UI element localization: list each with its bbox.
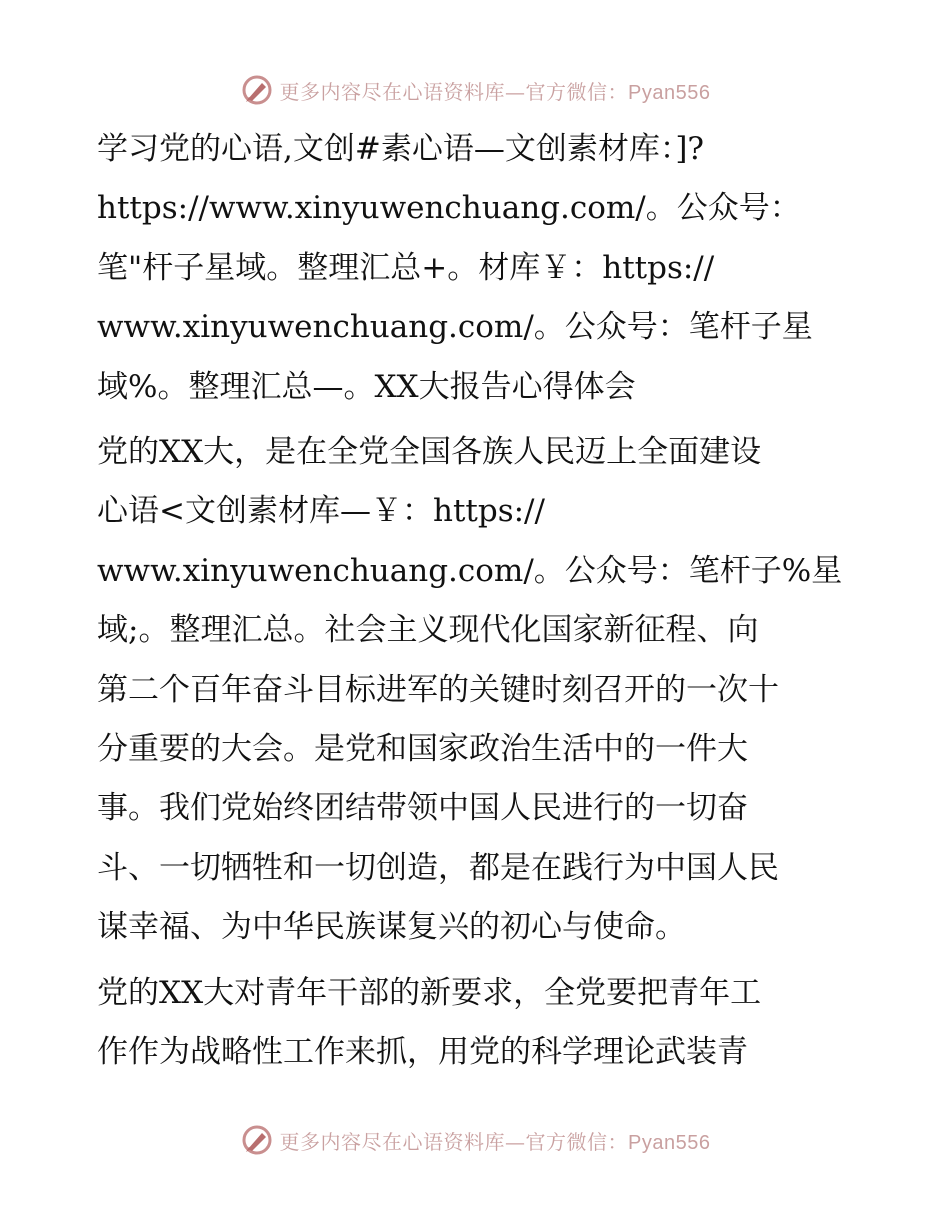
text-line: 域;。整理汇总。社会主义现代化国家新征程、向 xyxy=(97,612,759,649)
banner-main-text: 更多内容尽在心语资料库—官方微信： xyxy=(279,79,629,104)
paragraph-2 xyxy=(97,423,857,958)
pen-nib-circle-icon xyxy=(240,73,274,107)
banner-main-text: 更多内容尽在心语资料库—官方微信： xyxy=(279,1129,629,1154)
banner-wechat-id: Pyan556 xyxy=(628,81,711,104)
text-line: www.xinyuwenchuang.com/。公众号：笔杆子星 xyxy=(97,309,813,346)
text-line: 党的XX大对青年干部的新要求，全党要把青年工 xyxy=(97,974,762,1011)
text-line: 第二个百年奋斗目标进军的关键时刻召开的一次十 xyxy=(97,671,779,708)
text-line: 心语<文创素材库—￥：https:// xyxy=(97,493,545,530)
text-line: 笔"杆子星域。整理汇总+。材库￥：https:// xyxy=(97,249,715,286)
footer-banner xyxy=(0,1120,950,1160)
text-line: www.xinyuwenchuang.com/。公众号：笔杆子%星 xyxy=(97,552,843,589)
text-line: 作作为战略性工作来抓，用党的科学理论武装青 xyxy=(97,1034,748,1071)
paragraph-1 xyxy=(97,120,857,417)
text-line: 域%。整理汇总—。XX大报告心得体会 xyxy=(97,368,636,405)
text-line: 分重要的大会。是党和国家政治生活中的一件大 xyxy=(97,731,748,768)
banner-wechat-id: Pyan556 xyxy=(628,1131,711,1154)
pen-nib-circle-icon xyxy=(240,1123,274,1157)
text-line: 党的XX大，是在全党全国各族人民迈上全面建设 xyxy=(97,434,762,471)
document-body xyxy=(97,120,857,1089)
text-line: 学习党的心语,文创#素心语—文创素材库：]? xyxy=(97,131,705,167)
paragraph-3 xyxy=(97,964,857,1083)
text-line: 事。我们党始终团结带领中国人民进行的一切奋 xyxy=(97,790,748,827)
text-line: https://www.xinyuwenchuang.com/。公众号： xyxy=(97,190,801,227)
text-line: 谋幸福、为中华民族谋复兴的初心与使命。 xyxy=(97,909,686,946)
header-banner xyxy=(0,70,950,110)
text-line: 斗、一切牺牲和一切创造，都是在践行为中国人民 xyxy=(97,849,779,886)
banner-text xyxy=(280,76,711,105)
banner-text xyxy=(280,1126,711,1155)
